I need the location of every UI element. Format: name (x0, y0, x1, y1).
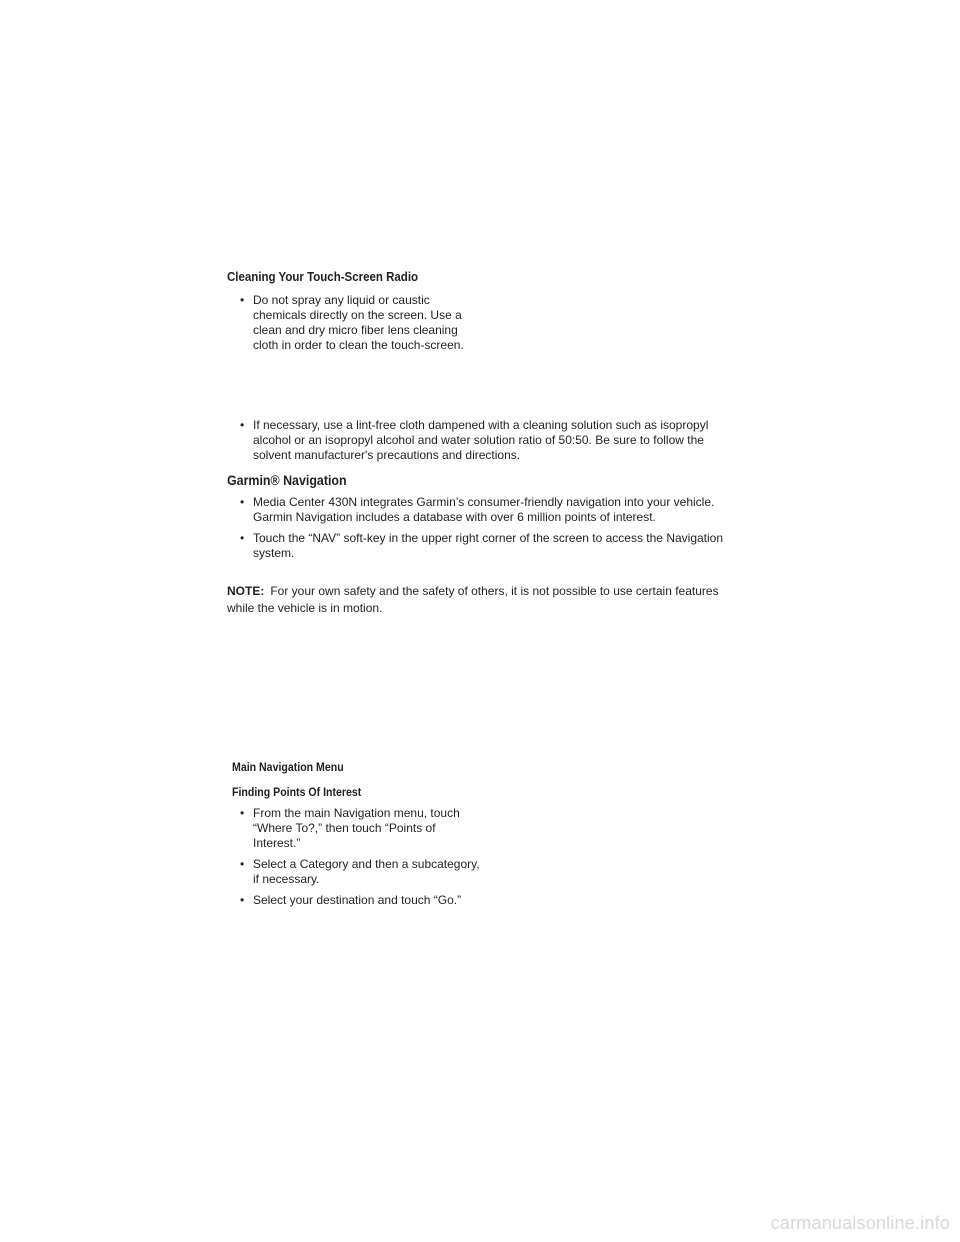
bullet-icon: • (240, 293, 245, 307)
list-item (236, 857, 486, 887)
bullet-icon: • (240, 857, 245, 871)
bullet-text: Media Center 430N integrates Garmin’s consumer-friendly navigation into your vehicle. Garmin Navigation includes a database with over 6 million points of interest. (253, 495, 715, 524)
bullet-text: If necessary, use a lint-free cloth dampened with a cleaning solution such as isopropyl alcohol or an isopropyl alcohol and water solution ratio of 50:50. Be sure to follow the solvent manufacturer's precautions and directions. (253, 418, 709, 462)
note-text: For your own safety and the safety of others, it is not possible to use certain features while the vehicle is in motion. (227, 584, 719, 615)
bullet-text: Select a Category and then a subcategory, if necessary. (253, 857, 480, 886)
figure-caption-main-navigation-menu: Main Navigation Menu (232, 762, 344, 774)
list-item (236, 495, 736, 525)
bullet-text: Select your destination and touch “Go.” (253, 893, 462, 907)
bullet-text: Touch the “NAV” soft-key in the upper right corner of the screen to access the Navigation system. (253, 531, 724, 560)
safety-note (227, 583, 747, 617)
section-heading-garmin: Garmin® Navigation (227, 473, 347, 488)
list-item (236, 893, 486, 908)
points-of-interest-bullet-list (236, 806, 486, 914)
bullet-text: From the main Navigation menu, touch “Where To?,” then touch “Points of Interest.” (253, 806, 460, 850)
bullet-icon: • (240, 495, 245, 509)
bullet-text: Do not spray any liquid or caustic chemicals directly on the screen. Use a clean and dry micro fiber lens cleaning cloth in order to clean the touch-screen. (253, 293, 464, 352)
watermark: carmanualsonline.info (770, 1213, 950, 1233)
section-heading-cleaning: Cleaning Your Touch-Screen Radio (227, 270, 419, 284)
bullet-icon: • (240, 418, 245, 432)
list-item (236, 418, 736, 463)
garmin-bullet-list (236, 495, 736, 567)
list-item (236, 293, 476, 353)
bullet-icon: • (240, 806, 245, 820)
note-label: NOTE: (227, 584, 265, 598)
list-item (236, 806, 486, 851)
cleaning-bullet-list-1 (236, 293, 476, 353)
cleaning-bullet-list-2 (236, 418, 736, 463)
bullet-icon: • (240, 893, 245, 907)
list-item (236, 531, 736, 561)
subsection-heading-points-of-interest: Finding Points Of Interest (232, 787, 362, 799)
bullet-icon: • (240, 531, 245, 545)
